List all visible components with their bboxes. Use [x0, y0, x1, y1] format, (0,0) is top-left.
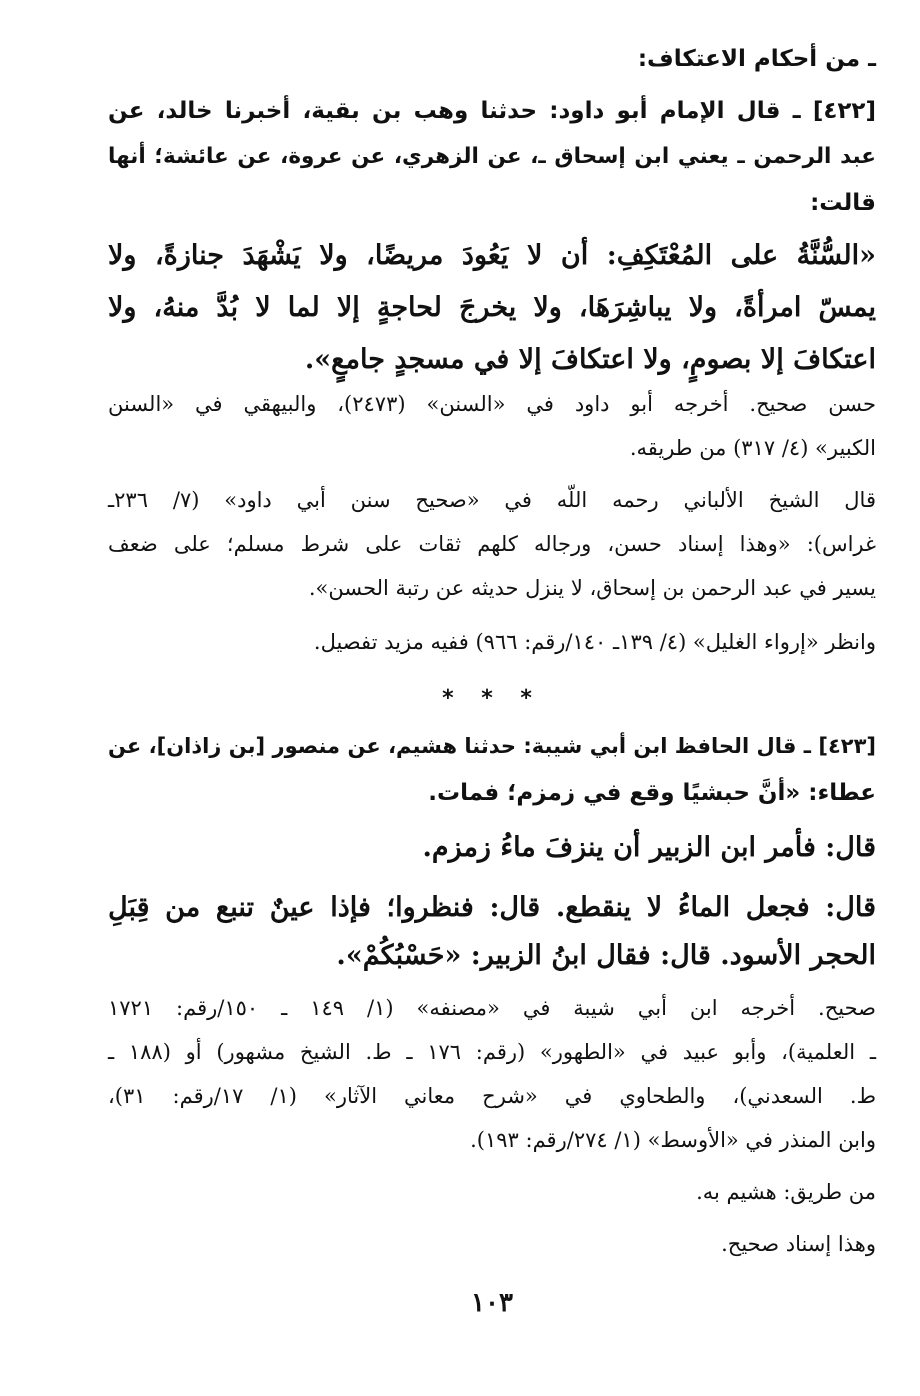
- hadith-423-matn-line: قال: فجعل الماءُ لا ينقطع. قال: فنظروا؛ فإذا عينٌ تنبع من قِبَلِ: [108, 892, 876, 923]
- tariq-note: من طريق: هشيم به.: [696, 1180, 876, 1204]
- hadith-422-matn-line: اعتكافَ إلا بصومٍ، ولا اعتكافَ إلا في مسجدٍ جامعٍ».: [304, 344, 876, 375]
- hadith-422-matn-line: يمسّ امرأةً، ولا يباشِرَهَا، ولا يخرجَ لحاجةٍ إلا لما لا بُدَّ منهُ، ولا: [108, 292, 876, 323]
- see-also-note: وانظر «إرواء الغليل» (٤/ ١٣٩ـ ١٤٠/رقم: ٩٦٦) ففيه مزيد تفصيل.: [313, 630, 876, 654]
- section-separator: * * *: [442, 686, 542, 711]
- hadith-422-matn-line: «السُّنَّةُ على المُعْتَكِفِ: أن لا يَعُودَ مريضًا، ولا يَشْهَدَ جنازةً، ولا: [108, 240, 876, 271]
- section-heading: ـ من أحكام الاعتكاف:: [637, 46, 876, 72]
- albani-comment-line: غراس): «وهذا إسناد حسن، ورجاله كلهم ثقات على شرط مسلم؛ على ضعف: [108, 532, 876, 556]
- hadith-423-takhrij-line: صحيح. أخرجه ابن أبي شيبة في «مصنفه» (١/ ١٤٩ ـ ١٥٠/رقم: ١٧٢١: [108, 996, 877, 1020]
- hadith-423-takhrij-line: وابن المنذر في «الأوسط» (١/ ٢٧٤/رقم: ١٩٣).: [470, 1128, 876, 1152]
- hadith-423-isnad-line: عطاء: «أنَّ حبشيًا وقع في زمزم؛ فمات.: [428, 780, 876, 806]
- hadith-423-matn-line: قال: فأمر ابن الزبير أن ينزفَ ماءُ زمزم.: [422, 832, 876, 863]
- hadith-422-takhrij-line: الكبير» (٤/ ٣١٧) من طريقه.: [629, 436, 876, 460]
- isnad-grade-note: وهذا إسناد صحيح.: [721, 1232, 876, 1256]
- page-number: ١٠٣: [471, 1288, 513, 1318]
- albani-comment-line: قال الشيخ الألباني رحمه اللّه في «صحيح سنن أبي داود» (٧/ ٢٣٦ـ: [108, 488, 876, 512]
- albani-comment-line: يسير في عبد الرحمن بن إسحاق، لا ينزل حديثه عن رتبة الحسن».: [308, 576, 876, 600]
- hadith-422-takhrij-line: حسن صحيح. أخرجه أبو داود في «السنن» (٢٤٧٣)، والبيهقي في «السنن: [108, 392, 876, 416]
- hadith-422-isnad-line: عبد الرحمن ـ يعني ابن إسحاق ـ، عن الزهري، عن عروة، عن عائشة؛ أنها: [108, 144, 876, 169]
- hadith-422-isnad-line: [٤٢٢] ـ قال الإمام أبو داود: حدثنا وهب بن بقية، أخبرنا خالد، عن: [108, 98, 876, 124]
- hadith-423-matn-line: الحجر الأسود. قال: فقال ابنُ الزبير: «حَسْبُكُمْ».: [336, 940, 876, 971]
- hadith-422-isnad-line: قالت:: [810, 190, 876, 216]
- hadith-423-takhrij-line: ط. السعدني)، والطحاوي في «شرح معاني الآثار» (١/ ١٧/رقم: ٣١)،: [108, 1084, 876, 1108]
- hadith-423-takhrij-line: ـ العلمية)، وأبو عبيد في «الطهور» (رقم: ١٧٦ ـ ط. الشيخ مشهور) أو (١٨٨ ـ: [108, 1040, 877, 1064]
- hadith-423-isnad-line: [٤٢٣] ـ قال الحافظ ابن أبي شيبة: حدثنا هشيم، عن منصور [بن زاذان]، عن: [108, 734, 876, 758]
